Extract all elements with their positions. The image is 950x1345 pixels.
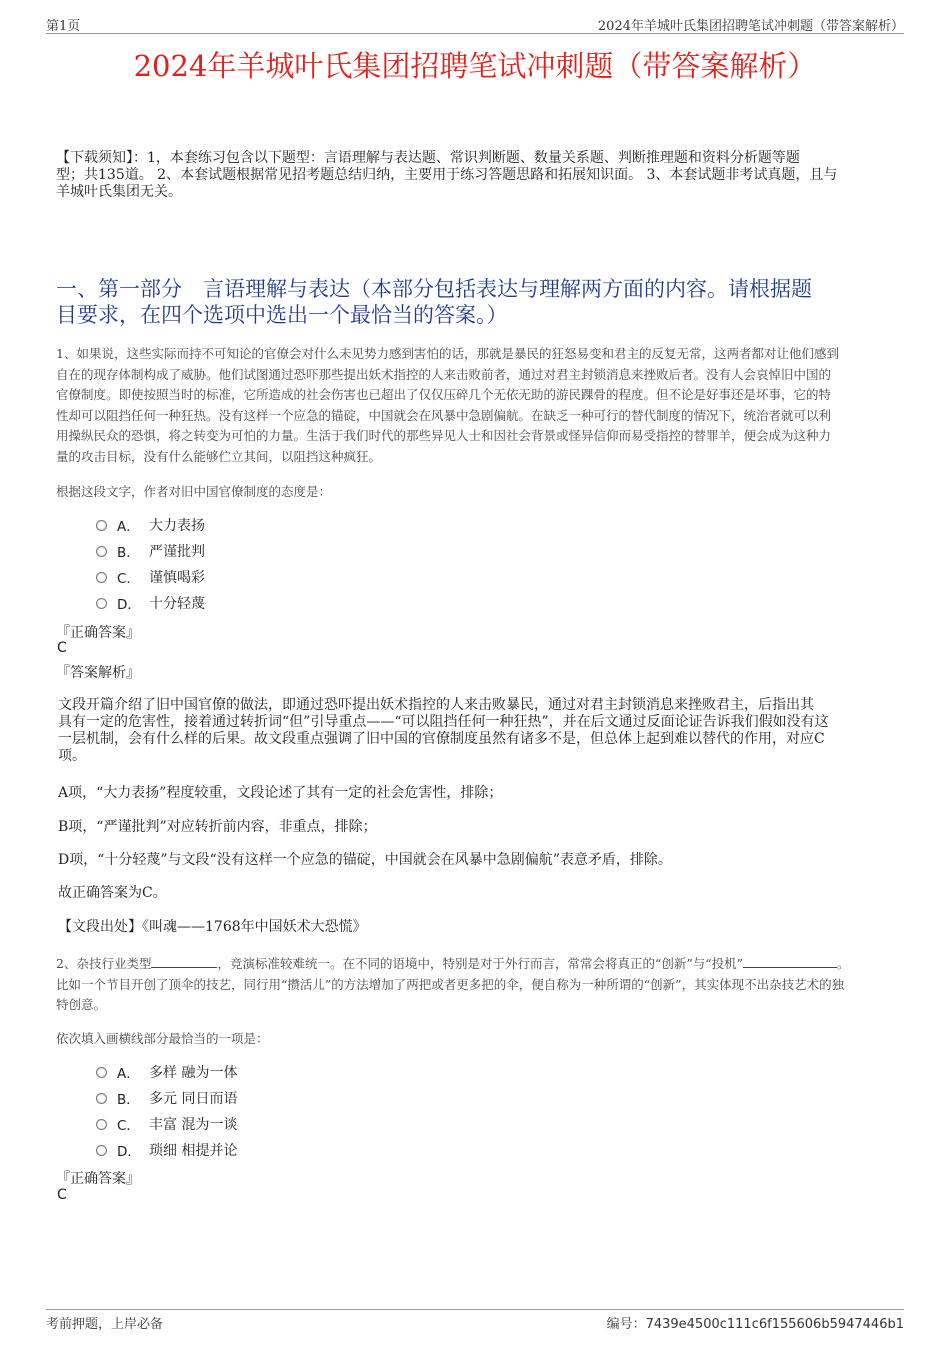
notice-line: 型；共135道。 2、本套试题根据常见招考题总结归纳，主要用于练习答题思路和拓展知识面。 3、本套试题非考试真题，且与 [56,167,838,183]
radio-icon[interactable] [96,1067,107,1078]
question-2-passage [56,954,896,1016]
option-text: 多样 融为一体 [149,1065,238,1081]
option-letter: A． [117,1066,140,1082]
radio-icon[interactable] [96,1145,107,1156]
fill-blank-1 [151,957,217,968]
correct-answer-value: C [57,640,67,656]
code-label: 编号： [606,1317,646,1332]
correct-answer-label: 『正确答案』 [56,1171,140,1187]
radio-icon[interactable] [96,520,107,531]
notice-line: 羊城叶氏集团无关。 [56,184,182,200]
section-heading-line: 一、第一部分 言语理解与表达（本部分包括表达与理解两方面的内容。请根据题 [56,277,812,301]
option-letter: B． [117,545,140,561]
analysis-line: 项。 [58,748,86,764]
radio-icon[interactable] [96,1119,107,1130]
passage-text: 。 [837,956,850,971]
option-letter: B． [117,1092,140,1108]
radio-icon[interactable] [96,546,107,557]
analysis-text [58,697,900,765]
question-1-passage [56,344,896,467]
fill-blank-2 [743,957,837,968]
radio-icon[interactable] [96,572,107,583]
q1-option-a[interactable] [96,515,205,535]
option-text: 丰富 混为一谈 [149,1117,238,1133]
option-text: 严谨批判 [149,544,205,560]
passage-line: 用操纵民众的恐惧，将之转变为可怕的力量。生活于我们时代的那些异见人士和因社会背景或怪异信仰而易受指控的替罪羊，便会成为这种力 [56,428,832,443]
analysis-conclusion: 故正确答案为C。 [58,885,167,901]
passage-line [56,954,896,975]
option-text: 十分轻蔑 [149,596,205,612]
passage-text: 2、杂技行业类型 [56,956,152,971]
passage-text: ，竞演标准较难统一。在不同的语境中，特别是对于外行而言，常常会将真正的“创新”与“投机” [217,956,744,971]
analysis-option-a: A项，“大力表扬”程度较重，文段论述了其有一定的社会危害性，排除； [58,785,503,801]
q2-option-d[interactable] [96,1140,237,1160]
radio-icon[interactable] [96,598,107,609]
passage-line: 性却可以阻挡任何一种狂热。没有这样一个应急的锚碇，中国就会在风暴中急剧偏航。在缺乏一种可行的替代制度的情况下，统治者就可以利 [56,407,832,423]
q2-option-b[interactable] [96,1088,237,1108]
option-letter: D． [117,1144,141,1160]
analysis-label: 『答案解析』 [56,665,140,681]
header-divider [46,33,904,34]
page-number: 第1页 [46,19,81,34]
option-letter: C． [117,571,140,587]
footer-code [607,1313,904,1332]
passage-line: 官僚制度。即使按照当时的标准，它所造成的社会伤害也已超出了仅仅压碎几个无依无助的游民踝骨的程度。但不论是好事还是坏事，它的特 [56,387,832,402]
passage-line: 量的攻击目标，没有什么能够伫立其间，以阻挡这种疯狂。 [56,448,382,464]
download-notice [56,150,906,201]
document-title: 2024年羊城叶氏集团招聘笔试冲刺题（带答案解析） [133,49,817,83]
option-letter: A． [117,519,140,535]
question-1-prompt: 根据这段文字，作者对旧中国官僚制度的态度是： [56,484,332,499]
correct-answer-label: 『正确答案』 [56,625,140,641]
analysis-option-d: D项，“十分轻蔑”与文段“没有这样一个应急的锚碇，中国就会在风暴中急剧偏航”表意矛盾，排除。 [58,852,672,868]
footer-slogan: 考前押题，上岸必备 [46,1317,164,1332]
analysis-line: 一层机制，会有什么样的后果。故文段重点强调了旧中国的官僚制度虽然有诸多不是，但总体上起到难以替代的作用，对应C [58,731,825,747]
passage-line: 1、如果说，这些实际而持不可知论的官僚会对什么未见势力感到害怕的话，那就是暴民的狂怒易变和君主的反复无常，这两者都对让他们感到 [56,346,839,361]
passage-source: 【文段出处】《叫魂——1768年中国妖术大恐慌》 [58,919,367,935]
section-heading-line: 目要求，在四个选项中选出一个最恰当的答案。） [56,303,508,327]
analysis-option-b: B项，“严谨批判”对应转折前内容，非重点，排除； [58,819,377,835]
q1-option-d[interactable] [96,593,205,613]
header-doc-title: 2024年羊城叶氏集团招聘笔试冲刺题（带答案解析） [597,19,904,34]
option-text: 多元 同日而语 [149,1091,238,1107]
q1-option-b[interactable] [96,541,205,561]
q2-option-c[interactable] [96,1114,237,1134]
option-letter: C． [117,1118,140,1134]
code-value: 7439e4500c111c6f155606b5947446b1 [645,1317,904,1332]
section-heading [56,276,896,328]
option-text: 大力表扬 [149,518,205,534]
q2-option-a[interactable] [96,1062,237,1082]
question-2-prompt: 依次填入画横线部分最恰当的一项是： [56,1031,269,1046]
footer-divider [46,1309,904,1310]
q1-option-c[interactable] [96,567,205,587]
option-text: 琐细 相提并论 [149,1143,238,1159]
passage-line: 比如一个节目开创了顶伞的技艺，同行用“攒活儿”的方法增加了两把或者更多把的伞，便自称为一种所谓的“创新”，其实体现不出杂技艺术的独 [56,976,845,992]
option-text: 谨慎喝彩 [149,570,205,586]
analysis-line: 文段开篇介绍了旧中国官僚的做法，即通过恐吓提出妖术指控的人来击败暴民，通过对君主封锁消息来挫败君主，后指出其 [58,697,814,713]
radio-icon[interactable] [96,1093,107,1104]
notice-line: 【下载须知】：1，本套练习包含以下题型：言语理解与表达题、常识判断题、数量关系题、判断推理题和资料分析题等题 [56,150,800,166]
correct-answer-value: C [57,1187,67,1203]
passage-line: 特创意。 [56,997,107,1012]
analysis-line: 具有一定的危害性，接着通过转折词“但”引导重点——“可以阻挡任何一种狂热”，并在后文通过反面论证告诉我们假如没有这 [58,714,829,730]
option-letter: D． [117,597,141,613]
passage-line: 自在的现存体制构成了威胁。他们试图通过恐吓那些提出妖术指控的人来击败前者，通过对君主封锁消息来挫败后者。没有人会哀悼旧中国的 [56,366,832,382]
